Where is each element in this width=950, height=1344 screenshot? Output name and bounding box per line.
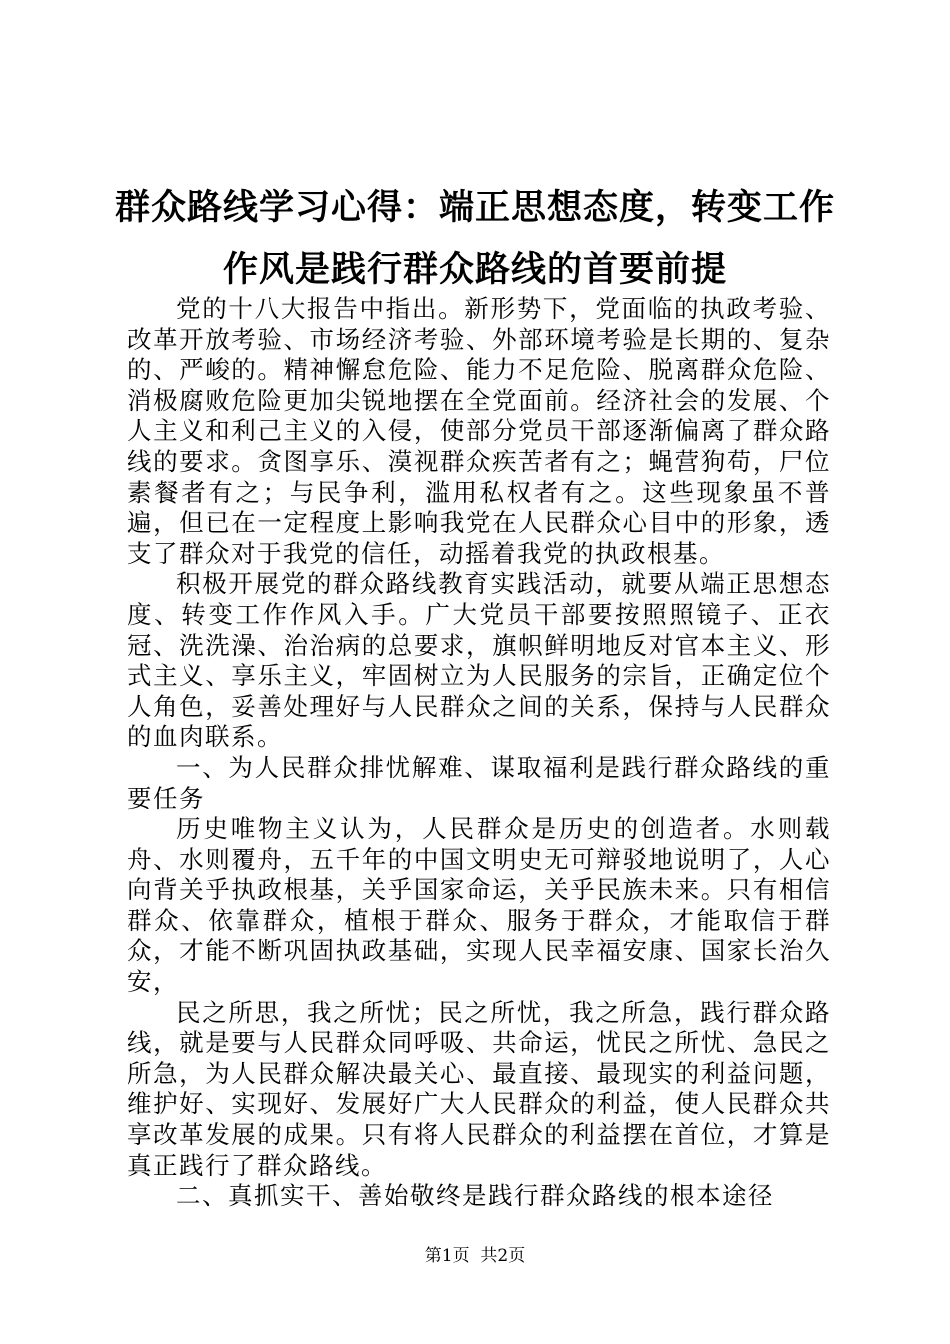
document-body bbox=[127, 294, 831, 1212]
section-heading-one: 一、为人民群众排忧解难、谋取福利是践行群众路线的重要任务 bbox=[127, 752, 831, 813]
section-heading-two: 二、真抓实干、善始敬终是践行群众路线的根本途径 bbox=[176, 1181, 774, 1211]
document-title-line-1: 群众路线学习心得：端正思想态度，转变工作 bbox=[114, 188, 835, 228]
document-title-line-2: 作风是践行群众路线的首要前提 bbox=[222, 250, 727, 290]
paragraph-people: 民之所思，我之所忧；民之所忧，我之所急，践行群众路线，就是要与人民群众同呼吸、共命运，忧民之所忧、急民之所急，为人民群众解决最关心、最直接、最现实的利益问题，维护好、实现好、发展好广大人民群众的利益，使人民群众共享改革发展的成果。只有将人民群众的利益摆在首位，才算是真正践行了群众路线。 bbox=[127, 997, 831, 1180]
page-footer bbox=[0, 1245, 950, 1267]
paragraph-intro: 党的十八大报告中指出。新形势下，党面临的执政考验、改革开放考验、市场经济考验、外部环境考验是长期的、复杂的、严峻的。精神懈怠危险、能力不足危险、脱离群众危险、消极腐败危险更加尖锐地摆在全党面前。经济社会的发展、个人主义和利己主义的入侵，使部分党员干部逐渐偏离了群众路线的要求。贪图享乐、漠视群众疾苦者有之；蝇营狗苟，尸位素餐者有之；与民争利，滥用私权者有之。这些现象虽不普遍，但已在一定程度上影响我党在人民群众心目中的形象，透支了群众对于我党的信任，动摇着我党的执政根基。 bbox=[127, 294, 831, 568]
paragraph-history: 历史唯物主义认为，人民群众是历史的创造者。水则载舟、水则覆舟，五千年的中国文明史无可辩驳地说明了，人心向背关乎执政根基，关乎国家命运，关乎民族未来。只有相信群众、依靠群众，植根于群众、服务于群众，才能取信于群众，才能不断巩固执政基础，实现人民幸福安康、国家长治久安， bbox=[127, 814, 831, 997]
paragraph-activity: 积极开展党的群众路线教育实践活动，就要从端正思想态度、转变工作作风入手。广大党员干部要按照照镜子、正衣冠、洗洗澡、治治病的总要求，旗帜鲜明地反对官本主义、形式主义、享乐主义，牢固树立为人民服务的宗旨，正确定位个人角色，妥善处理好与人民群众之间的关系，保持与人民群众的血肉联系。 bbox=[127, 569, 831, 752]
page-number: 第1页 共2页 bbox=[424, 1246, 526, 1266]
